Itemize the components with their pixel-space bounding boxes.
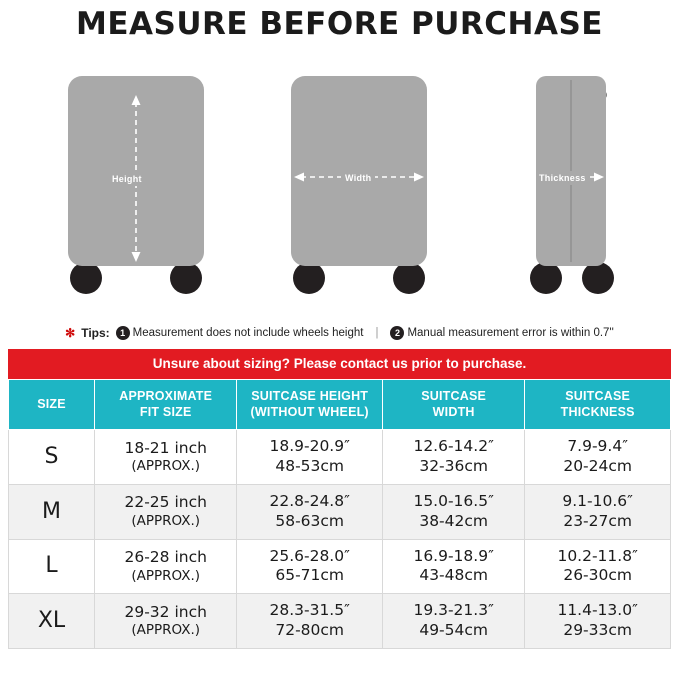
cell-size: S xyxy=(9,430,95,485)
cell-thickness-cm: 20-24cm xyxy=(563,457,632,476)
cell-width xyxy=(383,430,525,485)
cell-width-in: 15.0-16.5″ xyxy=(413,491,494,510)
cell-fit-approx: (APPROX.) xyxy=(131,567,201,584)
width-label: Width xyxy=(341,171,375,185)
header-suitcase-height xyxy=(237,380,383,430)
cell-width xyxy=(383,484,525,539)
cell-width-in: 19.3-21.3″ xyxy=(413,601,494,620)
cell-thickness-in: 9.1-10.6″ xyxy=(562,491,633,510)
cell-size: XL xyxy=(9,594,95,649)
cell-thickness xyxy=(525,594,671,649)
tips-separator: | xyxy=(375,327,379,339)
header-height-line2: (WITHOUT WHEEL) xyxy=(250,404,369,419)
contact-banner: Unsure about sizing? Please contact us prior to purchase. xyxy=(8,349,671,379)
header-fit-line1: APPROXIMATE xyxy=(119,389,213,403)
height-label: Height xyxy=(108,172,146,186)
cell-thickness xyxy=(525,430,671,485)
cell-thickness-cm: 23-27cm xyxy=(563,511,632,530)
cell-height xyxy=(237,539,383,594)
table-header-row xyxy=(9,380,671,430)
cell-height-in: 18.9-20.9″ xyxy=(269,437,350,456)
tips-row xyxy=(0,320,679,346)
tips-star-icon: ✻ xyxy=(65,326,76,340)
tip-text-2: Manual measurement error is within 0.7'' xyxy=(407,327,614,339)
cell-thickness-in: 10.2-11.8″ xyxy=(557,546,638,565)
tips-label: Tips: xyxy=(81,326,110,340)
cell-width-in: 12.6-14.2″ xyxy=(413,437,494,456)
cell-height-cm: 48-53cm xyxy=(275,457,345,476)
size-table xyxy=(8,379,671,649)
tip-item-1 xyxy=(116,326,364,340)
tip-item-2 xyxy=(390,326,613,340)
header-size xyxy=(9,380,95,430)
cell-size: M xyxy=(9,484,95,539)
width-view-drawing xyxy=(283,50,483,318)
cell-height xyxy=(237,484,383,539)
cell-fit-approx: (APPROX.) xyxy=(131,458,201,475)
cell-width-cm: 49-54cm xyxy=(419,621,488,640)
cell-width-cm: 38-42cm xyxy=(419,511,488,530)
suitcase-front-view xyxy=(60,50,260,318)
cell-fit-approx: (APPROX.) xyxy=(131,513,201,530)
diagram-area xyxy=(0,50,679,318)
cell-thickness-in: 11.4-13.0″ xyxy=(557,601,638,620)
cell-width-in: 16.9-18.9″ xyxy=(413,546,494,565)
cell-thickness xyxy=(525,484,671,539)
cell-thickness xyxy=(525,539,671,594)
thickness-label: Thickness xyxy=(536,171,589,185)
tip-text-1: Measurement does not include wheels height xyxy=(132,327,364,339)
cell-fit xyxy=(95,594,237,649)
cell-thickness-cm: 26-30cm xyxy=(563,566,632,585)
header-width-line2: WIDTH xyxy=(432,404,475,419)
suitcase-thickness-view xyxy=(508,50,648,318)
header-fit-line2: FIT SIZE xyxy=(139,404,192,419)
cell-height-cm: 58-63cm xyxy=(275,511,345,530)
cell-height-in: 22.8-24.8″ xyxy=(269,491,350,510)
cell-size: L xyxy=(9,539,95,594)
cell-fit-value: 29-32 inch xyxy=(124,602,207,621)
cell-height xyxy=(237,430,383,485)
table-row xyxy=(9,594,671,649)
cell-fit-value: 18-21 inch xyxy=(124,438,207,457)
header-width-line1: SUITCASE xyxy=(421,389,487,403)
cell-fit-value: 22-25 inch xyxy=(124,493,207,512)
tip-number-2: 2 xyxy=(390,326,404,340)
header-suitcase-width xyxy=(383,380,525,430)
header-height-line1: SUITCASE HEIGHT xyxy=(251,389,369,403)
cell-thickness-cm: 29-33cm xyxy=(563,621,632,640)
cell-thickness-in: 7.9-9.4″ xyxy=(567,437,628,456)
suitcase-width-view xyxy=(283,50,483,318)
page-title: MEASURE BEFORE PURCHASE xyxy=(76,6,603,42)
header-size-line1: SIZE xyxy=(37,396,66,411)
cell-height-in: 25.6-28.0″ xyxy=(269,546,350,565)
front-view-drawing xyxy=(60,50,260,318)
cell-height-in: 28.3-31.5″ xyxy=(269,601,350,620)
cell-height-cm: 65-71cm xyxy=(275,566,345,585)
cell-height xyxy=(237,594,383,649)
cell-fit-approx: (APPROX.) xyxy=(131,622,201,639)
cell-height-cm: 72-80cm xyxy=(275,621,345,640)
tip-number-1: 1 xyxy=(116,326,130,340)
cell-fit-value: 26-28 inch xyxy=(124,547,207,566)
header-fit-size xyxy=(95,380,237,430)
cell-width-cm: 32-36cm xyxy=(419,457,488,476)
header-thickness-line1: SUITCASE xyxy=(565,389,631,403)
cell-fit xyxy=(95,484,237,539)
table-row xyxy=(9,539,671,594)
cell-width xyxy=(383,594,525,649)
table-row xyxy=(9,430,671,485)
cell-fit xyxy=(95,539,237,594)
cell-fit xyxy=(95,430,237,485)
cell-width xyxy=(383,539,525,594)
cell-width-cm: 43-48cm xyxy=(419,566,488,585)
table-row xyxy=(9,484,671,539)
header-thickness-line2: THICKNESS xyxy=(560,404,635,419)
header-suitcase-thickness xyxy=(525,380,671,430)
